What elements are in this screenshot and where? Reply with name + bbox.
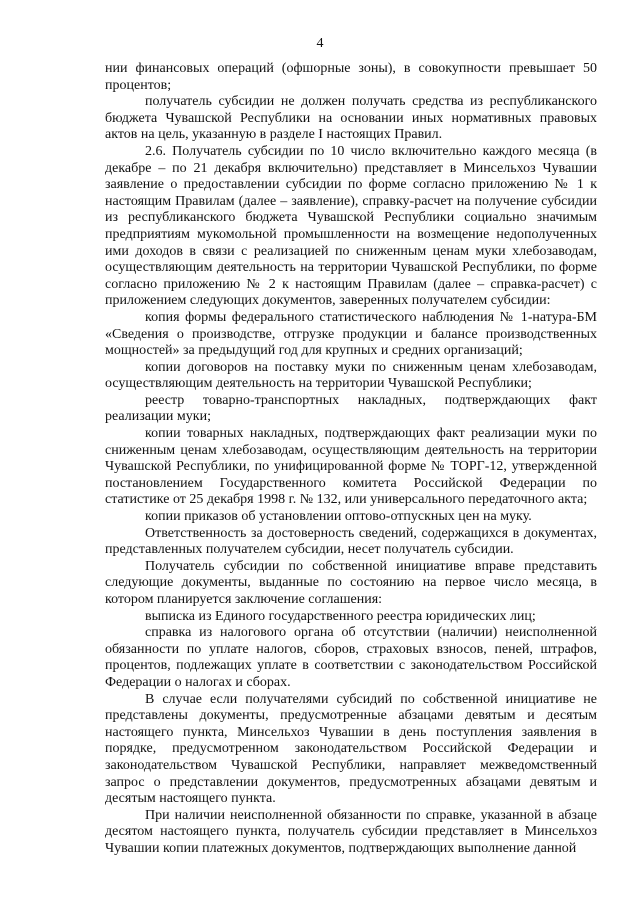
paragraph-9: Ответственность за достоверность сведений, содержащихся в документах, представленных получателем субсидии, несет получатель субсидии. [105, 525, 597, 558]
paragraph-6: реестр товарно-транспортных накладных, подтверждающих факт реализации муки; [105, 392, 597, 425]
paragraph-12: справка из налогового органа об отсутствии (наличии) неисполненной обязанности по уплате налогов, сборов, страховых взносов, пеней, штрафов, процентов, подлежащих уплате в соответствии с законодательством Российской Федерации о налогах и сборах. [105, 625, 597, 690]
paragraph-8: копии приказов об установлении оптово-отпускных цен на муку. [145, 509, 532, 525]
paragraph-1: нии финансовых операций (офшорные зоны), в совокупности превышает 50 процентов; [105, 61, 597, 93]
paragraph-14: При наличии неисполненной обязанности по справке, указанной в абзаце десятом настоящего пункта, получатель субсидии представляет в Минсельхоз Чувашии копии платежных документов, подтверждающих выполнение данной [105, 807, 597, 856]
paragraph-7: копии товарных накладных, подтверждающих факт реализации муки по сниженным ценам хлебозаводам, осуществляющим деятельность на территории Чувашской Республики, по унифицированной форме № ТОРГ-12, утвержденной постановлением Государственного комитета Российской Федерации по статистике от 25 декабря 1998 г. № 132, или универсального передаточного акта; [105, 426, 597, 508]
paragraph-5: копии договоров на поставку муки по сниженным ценам хлебозаводам, осуществляющим деятельность на территории Чувашской Республики; [105, 359, 597, 392]
paragraph-11: выписка из Единого государственного реестра юридических лиц; [145, 608, 536, 624]
document-body [105, 61, 597, 858]
paragraph-10: Получатель субсидии по собственной инициативе вправе представить следующие документы, выданные по состоянию на первое число месяца, в котором планируется заключение соглашения: [105, 558, 597, 607]
paragraph-2: получатель субсидии не должен получать средства из республиканского бюджета Чувашской Республики на основании иных нормативных правовых актов на цель, указанную в разделе I настоящих Правил. [105, 94, 597, 143]
paragraph-13: В случае если получателями субсидий по собственной инициативе не представлены документы, предусмотренные абзацами девятым и десятым настоящего пункта, Минсельхоз Чувашии в день поступления заявления в порядке, предусмотренном законодательством Российской Федерации и законодательством Чувашской Республики, направляет межведомственный запрос о представлении документов, предусмотренных абзацами девятым и десятым настоящего пункта. [105, 691, 597, 807]
page-number: 4 [316, 36, 324, 51]
paragraph-4: копия формы федерального статистического наблюдения № 1-натура-БМ «Сведения о производстве, отгрузке продукции и балансе производственных мощностей» за предыдущий год для крупных и средних организаций; [105, 309, 597, 359]
paragraph-3: 2.6. Получатель субсидии по 10 число включительно каждого месяца (в декабре – по 21 декабря включительно) представляет в Минсельхоз Чувашии заявление о предоставлении субсидии по форме согласно приложению № 1 к настоящим Правилам (далее – заявление), справку-расчет на получение субсидии из республиканского бюджета Чувашской Республики социально значимым предприятиям мукомольной промышленности на возмещение недополученных ими доходов в связи с реализацией по сниженным ценам муки хлебозаводам, осуществляющим деятельность на территории Чувашской Республики, по форме согласно приложению № 2 к настоящим Правилам (далее – справка-расчет) с приложением следующих документов, заверенных получателем субсидии: [105, 143, 597, 309]
